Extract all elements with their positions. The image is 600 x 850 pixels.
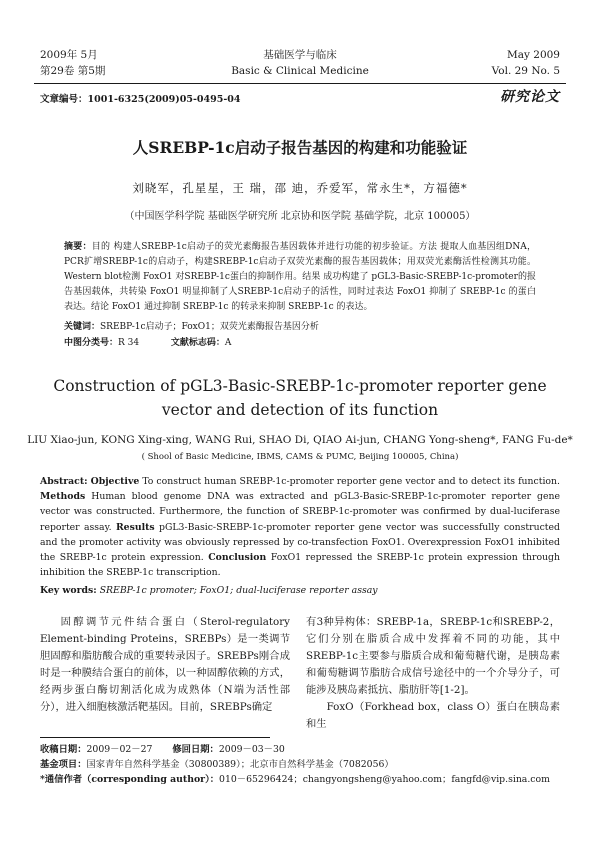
header-rule	[34, 83, 566, 84]
journal-volume-en: Vol. 29 No. 5	[491, 65, 560, 77]
clc-label: 中图分类号：	[64, 338, 119, 348]
en-abstract	[40, 474, 560, 580]
received-date: 2009－02－27	[86, 744, 153, 755]
conclusion-label: Conclusion	[208, 552, 267, 564]
en-title-line2: vector and detection of its function	[161, 401, 439, 419]
cn-keywords	[64, 320, 319, 335]
cn-abstract-label: 摘要：	[64, 242, 92, 252]
journal-volume-cn: 第29卷 第5期	[40, 65, 106, 77]
section-tag: 研究论文	[500, 89, 560, 105]
doc-code-label: 文献标志码：	[170, 338, 225, 348]
revised-label: 修回日期：	[172, 744, 219, 755]
cn-keywords-text: SREBP-1c启动子；FoxO1；双荧光素酶报告基因分析	[100, 322, 319, 332]
article-number: 文章编号：1001-6325(2009)05-0495-04	[40, 94, 241, 105]
corr-text: 010－65296424；changyongsheng@yahoo.com；fangfd@vip.sina.com	[219, 774, 550, 785]
cn-abstract	[64, 240, 536, 315]
cn-classification	[64, 336, 231, 351]
cn-authors: 刘晓军，孔星星，王 瑞，邵 迪，乔爱军，常永生*，方福德*	[132, 181, 468, 195]
revised-date: 2009－03－30	[218, 744, 285, 755]
footnote-rule	[40, 737, 270, 738]
clc-value: R 34	[118, 338, 140, 348]
results-text: pGL3-Basic-SREBP-1c-promoter reporter gene vector was successfully constructed and the promoter activity was obviously repressed by co-transfection FoxO1. Overexpression FoxO1 inhibited the SREBP-1c protein expression.	[40, 521, 560, 564]
en-authors: LIU Xiao-jun, KONG Xing-xing, WANG Rui, SHAO Di, QIAO Ai-jun, CHANG Yong-sheng*, FANG Fu-de*	[27, 434, 573, 446]
journal-date-cn: 2009年 5月	[40, 49, 98, 61]
journal-date-en: May 2009	[506, 49, 560, 61]
conclusion-text: FoxO1 repressed the SREBP-1c protein expression through inhibition the SREBP-1c transcription.	[40, 552, 560, 579]
en-keywords-label: Key words:	[40, 585, 97, 596]
en-title-line1: Construction of pGL3-Basic-SREBP-1c-promoter reporter gene	[53, 377, 547, 395]
body-left-column: 固醇调节元件结合蛋白（Sterol-regulatory Element-binding Proteins，SREBPs）是一类调节胆固醇和脂肪酸合成的重要转录因子。SREBPs刚合成时是一种膜结合蛋白的前体，以一种固醇依赖的方式，经两步蛋白酶切割活化成为成熟体（N端为活性部分），进入细胞核激活靶基因。目前，SREBPs确定	[40, 616, 290, 713]
methods-text: Human blood genome DNA was extracted and pGL3-Basic-SREBP-1c-promoter reporter gene vector was constructed. Furthermore, the function of SREBP-1c-promoter was confirmed by dual-luciferase reporter assay.	[40, 491, 560, 533]
footnote-fund	[40, 758, 560, 773]
corr-label: *通信作者（corresponding author）：	[40, 774, 220, 785]
cn-title: 人SREBP-1c启动子报告基因的构建和功能验证	[132, 138, 468, 157]
received-label: 收稿日期：	[40, 744, 87, 755]
methods-label: Methods	[40, 491, 86, 503]
body-right-column	[306, 614, 560, 733]
journal-name-cn: 基础医学与临床	[263, 49, 337, 61]
body-right-paragraph-1: 有3种异构体：SREBP-1a，SREBP-1c和SREBP-2，它们分别在脂质合成中发挥着不同的功能，其中SREBP-1c主要参与脂质合成和葡萄糖代谢，是胰岛素和葡萄糖调节脂肪合成信号途径中的一个介导分子，可能涉及胰岛素抵抗、脂肪肝等[1-2]。	[306, 616, 560, 696]
cn-affiliation: （中国医学科学院 基础医学研究所 北京协和医学院 基础学院，北京 100005）	[124, 211, 476, 222]
objective-text: To construct human SREBP-1c-promoter reporter gene vector and to detect its function.	[142, 476, 560, 487]
body-right-paragraph-2: FoxO（Forkhead box，class O）蛋白在胰岛素和生	[306, 701, 560, 730]
fund-label: 基金项目：	[40, 759, 87, 770]
en-abstract-label: Abstract:	[40, 476, 88, 487]
cn-abstract-text: 目的 构建人SREBP-1c启动子的荧光素酶报告基因载体并进行功能的初步验证。方法 提取人血基因组DNA，PCR扩增SREBP-1c的启动子，构建SREBP-1c启动子双荧光素酶的报告基因载体；用双荧光素酶活性检测其功能。Western blot检测 FoxO1 对SREBP-1c蛋白的抑制作用。结果 成功构建了 pGL3-Basic-SREBP-1c-promoter的报告基因载体，共转染 FoxO1 明显抑制了人SREBP-1c启动子的活性，同时过表达 FoxO1 抑制了 SREBP-1c 的蛋白表达。结论 FoxO1 通过抑制 SREBP-1c 的转录来抑制 SREBP-1c 的表达。	[64, 242, 536, 312]
results-label: Results	[115, 521, 155, 533]
en-keywords	[40, 585, 378, 596]
en-affiliation: ( Shool of Basic Medicine, IBMS, CAMS & PUMC, Beijing 100005, China)	[141, 452, 459, 462]
cn-keywords-label: 关键词：	[64, 322, 101, 332]
footnote-correspondence	[40, 773, 560, 788]
journal-name-en: Basic & Clinical Medicine	[231, 65, 369, 77]
doc-code-value: A	[224, 338, 232, 348]
objective-label: Objective	[90, 476, 140, 487]
en-keywords-text: SREBP-1c promoter; FoxO1; dual-luciferase reporter assay	[99, 585, 378, 596]
footnote-dates	[40, 743, 285, 758]
fund-text: 国家青年自然科学基金（30800389）；北京市自然科学基金（7082056）	[86, 759, 394, 770]
